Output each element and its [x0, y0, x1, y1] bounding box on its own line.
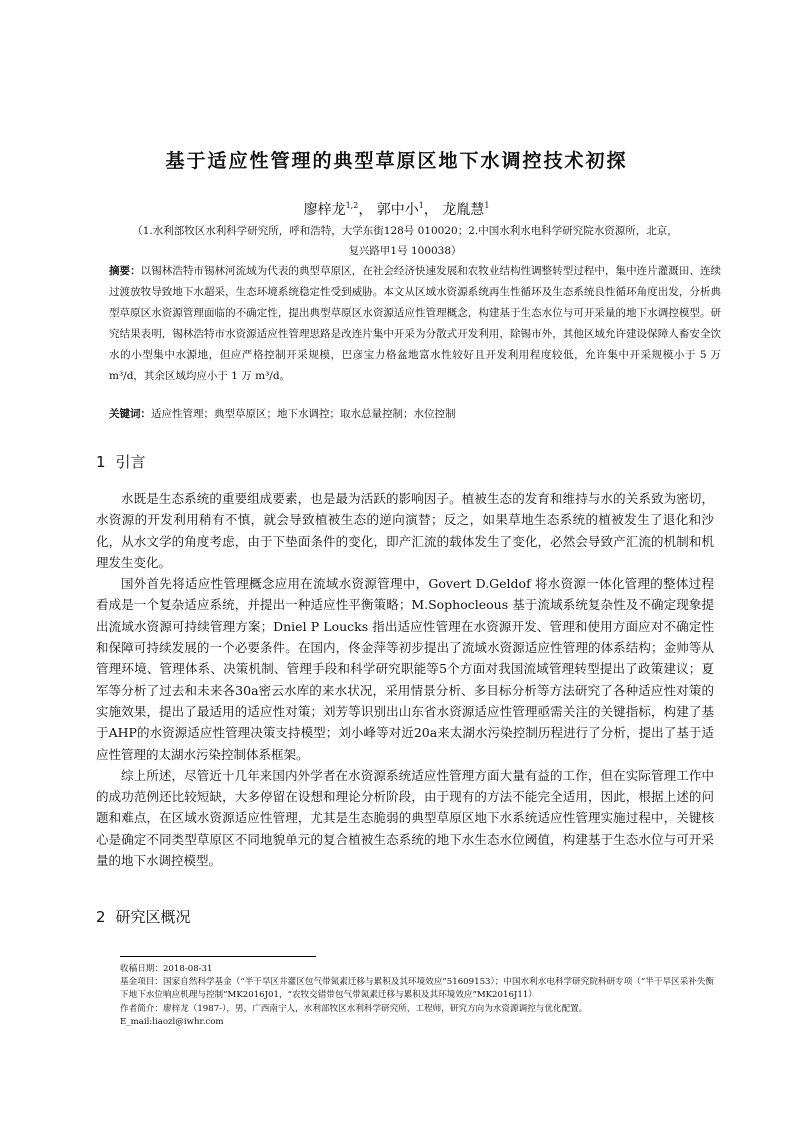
keywords-label: 关键词： — [109, 408, 151, 420]
author-name: 龙胤慧 — [442, 202, 485, 218]
author-affiliation-mark: 1 — [484, 201, 490, 210]
section-number: 2 — [96, 908, 106, 926]
footnote-received-date: 收稿日期：2018-08-31 — [120, 964, 213, 974]
footnote-divider — [120, 956, 316, 957]
paragraph: 国外首先将适应性管理概念应用在流域水资源管理中，Govert D.Geldof 将水资源一体化管理的整体过程看成是一个复杂适应系统，并提出一种适应性平衡策略；M.Sophocleous 基于流域系统复杂性及不确定现象提出流域水资源可持续管理方案；Dniel P Loucks 指出适应性管理在水资源开发、管理和使用方面应对不确定性和保障可持续发展的一个必要条件。在国内，佟金萍等初步提出了流域水资源适应性管理的体系结构；金帅等从管理环境、管理体系、决策机制、管理手段和科学研究职能等5个方面对我国流域管理转型提出了政策建议；夏军等分析了过去和未来各30a密云水库的来水状况，采用情景分析、多目标分析等方法研究了各种适应性对策的实施效果，提出了最适用的适应性对策；刘芳等识别出山东省水资源适应性管理亟需关注的关键指标，构建了基于AHP的水资源适应性管理决策支持模型；刘小峰等对近20a来太湖水污染控制历程进行了分析，提出了基于适应性管理的太湖水污染控制体系框架。 — [96, 576, 714, 762]
abstract-text: 以锡林浩特市锡林河流域为代表的典型草原区，在社会经济快速发展和农牧业结构性调整转型过程中，集中连片灌溉田、连续过渡放牧导致地下水超采，生态环境系统稳定性受到威胁。本文从区域水资源系统再生性循环及生态系统良性循环角度出发，分析典型草原区水资源管理面临的不确定性，提出典型草原区水资源适应性管理概念，构建基于生态水位与可开采量的地下水调控模型。研究结果表明，锡林浩特市水资源适应性管理思路是改连片集中开采为分散式开发利用，除锡市外，其他区域允许建设保障人畜安全饮水的小型集中水源地，但应严格控制开采规模，巴彦宝力格盆地富水性较好且开发利用程度较低，允许集中开采规模小于 5 万 m³/d，其余区域均应小于 1 万 m³/d。 — [109, 265, 722, 382]
footnote-email: E_mail:liaozl@iwhr.com — [120, 1016, 224, 1027]
footnote-funding: 基金项目：国家自然科学基金（“半干旱区井灌区包气带氮素迁移与累积及其环境效应”51609153）；中国水利水电科学研究院科研专项（“半干旱区采补失衡下地下水位响应机理与控制”MK2016J01，“农牧交错带包气带氮素迁移与累积及其环境效应”MK2016J11） — [120, 977, 715, 1001]
author-separator: ， — [358, 202, 373, 218]
paper-title: 基于适应性管理的典型草原区地下水调控技术初探 — [165, 150, 628, 172]
section-heading-introduction — [96, 451, 146, 472]
author-list — [0, 199, 793, 219]
author-affiliation-mark: 1,2 — [345, 201, 359, 210]
section-heading-study-area — [96, 906, 191, 927]
abstract-label: 摘要： — [109, 265, 141, 277]
footnote-author-bio: 作者简介：廖梓龙（1987-），男，广西南宁人，水利部牧区水利科学研究所，工程师，研究方向为水资源调控与优化配置。 — [120, 1003, 588, 1014]
keywords — [109, 404, 721, 424]
author-name: 廖梓龙 — [303, 202, 346, 218]
section-number: 1 — [96, 453, 106, 471]
author-separator: ， — [423, 202, 438, 218]
keywords-text: 适应性管理；典型草原区；地下水调控；取水总量控制；水位控制 — [151, 408, 456, 420]
section-title: 引言 — [115, 453, 146, 471]
section-title: 研究区概况 — [115, 908, 191, 926]
author-name: 郭中小 — [376, 202, 419, 218]
introduction-body — [96, 488, 714, 871]
affiliations — [100, 221, 710, 261]
affiliation-line: （1.水利部牧区水利科学研究所，呼和浩特，大学东街128号 010020；2.中国水利水电科学研究院水资源所，北京， — [132, 225, 678, 237]
footnotes — [120, 963, 716, 1029]
author-affiliation-mark: 1 — [418, 201, 424, 210]
abstract — [109, 261, 721, 387]
paragraph: 水既是生态系统的重要组成要素，也是最为活跃的影响因子。植被生态的发育和维持与水的关系致为密切，水资源的开发利用稍有不慎，就会导致植被生态的逆向演替；反之，如果草地生态系统的植被发生了退化和沙化，从水文学的角度考虑，由于下垫面条件的变化，即产汇流的载体发生了变化，必然会导致产汇流的机制和机理发生变化。 — [96, 491, 714, 570]
affiliation-line: 复兴路甲1号 100038） — [348, 245, 462, 257]
paragraph: 综上所述，尽管近十几年来国内外学者在水资源系统适应性管理方面大量有益的工作，但在实际管理工作中的成功范例还比较短缺，大多停留在设想和理论分析阶段，由于现有的方法不能完全适用，因此，根据上述的问题和难点，在区域水资源适应性管理，尤其是生态脆弱的典型草原区地下水系统适应性管理实施过程中，关键核心是确定不同类型草原区不同地貌单元的复合植被生态系统的地下水生态水位阈值，构建基于生态水位与可开采量的地下水调控模型。 — [96, 767, 714, 869]
